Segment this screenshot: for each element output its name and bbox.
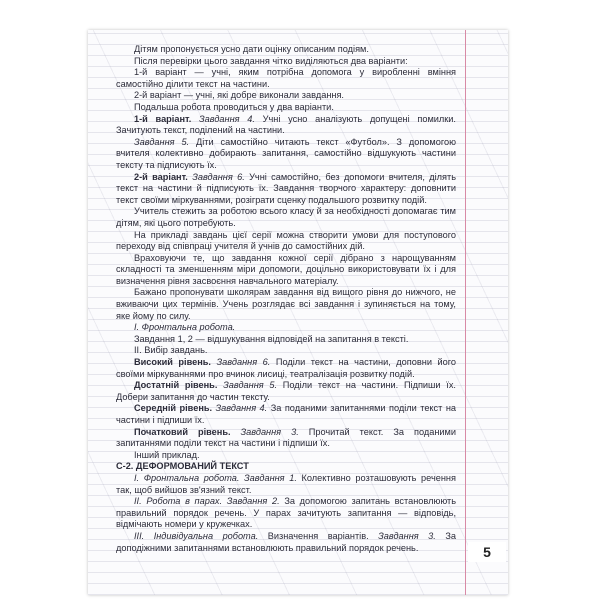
- section-heading: С-2. ДЕФОРМОВАНИЙ ТЕКСТ: [116, 461, 249, 472]
- paragraph: [116, 427, 456, 450]
- task-label: ІІ. Робота в парах. Завдання 2.: [134, 496, 280, 507]
- paragraph-text: Прочитай текст. За поданими запитаннями поділи текст на частини і підпиши їх.: [116, 426, 456, 449]
- paragraph: [116, 403, 456, 426]
- paragraph: Після перевірки цього завдання чітко виділяються два варіанти:: [134, 55, 408, 66]
- page-text: [116, 44, 456, 554]
- paragraph: [116, 172, 456, 207]
- paragraph: [116, 380, 456, 403]
- task-label: Завдання 6.: [216, 357, 271, 368]
- paragraph-text: Колективно розташовують речення так, щоб вийшов зв'язний текст.: [116, 472, 456, 495]
- page-number: 5: [468, 542, 506, 562]
- paragraph-text: За поданими запитаннями поділи текст на частини і підпиши їх.: [116, 403, 457, 425]
- task-label: Завдання 4.: [215, 403, 268, 414]
- level-label: Середній рівень.: [134, 403, 213, 414]
- paragraph-text: Визначення варіантів.: [267, 530, 369, 541]
- paragraph: Враховуючи те, що завдання кожної серії дібрано з нарощуванням складності та зменшенням міри допомоги, доцільно використовувати їх і для визначення рівня засвоєння навчального матеріалу.: [116, 252, 456, 286]
- paragraph: 1-й варіант — учні, яким потрібна допомога у виробленні вміння самостійно ділити текст на частини.: [116, 67, 456, 89]
- task-label: Завдання 4.: [198, 113, 255, 124]
- section-label: ІІ. Вибір завдань.: [134, 345, 208, 356]
- workbook-page: [88, 30, 508, 595]
- task-label: Завдання 3.: [378, 530, 436, 541]
- task-label: І. Фронтальна робота. Завдання 1.: [134, 472, 297, 483]
- paragraph: Бажано пропонувати школярам завдання від вищого рівня до нижчого, не вживаючи цих термінів. Учень розглядає всі завдання і зупиняється на тому, яке йому по силу.: [116, 287, 456, 321]
- paragraph: [116, 114, 456, 137]
- paragraph: На прикладі завдань цієї серії можна створити умови для поступового переходу від співпраці учителя й учнів до самостійних дій.: [116, 229, 456, 252]
- task-label: ІІІ. Індивідуальна робота.: [134, 530, 259, 541]
- paragraph: Завдання 1, 2 — відшукування відповідей на запитання в тексті.: [134, 333, 409, 344]
- paragraph: Учитель стежить за роботою всього класу й за необхідності допомагає тим дітям, які цього потребують.: [116, 206, 456, 228]
- paragraph: 2-й варіант — учні, які добре виконали завдання.: [134, 90, 344, 101]
- variant-label: 2-й варіант.: [134, 171, 188, 182]
- paragraph-text: Діти самостійно читають текст «Футбол». З допомогою вчителя колективно добирають запитання, самостійно відшукують частини тексту та підписують їх.: [116, 136, 456, 170]
- section-label: І. Фронтальна робота.: [134, 322, 236, 333]
- paragraph-text: Поділи текст на частини, доповни його своїми міркуваннями про вчинок лисиці, театралізація розвитку подій.: [116, 357, 456, 379]
- paragraph: Дітям пропонується усно дати оцінку описаним подіям.: [134, 44, 369, 54]
- level-label: Достатній рівень.: [134, 380, 218, 391]
- paragraph: [116, 473, 456, 496]
- paragraph: [116, 357, 456, 380]
- paragraph: Подальша робота проводиться у два варіанти.: [134, 101, 334, 112]
- task-label: Завдання 6.: [192, 171, 245, 182]
- paragraph: [116, 137, 456, 172]
- level-label: Високий рівень.: [134, 357, 211, 368]
- paragraph-text: Учні усно аналізують допущені помилки. Зачитують текст, поділений на частини.: [116, 113, 456, 136]
- paragraph-text: Поділи текст на частини. Підпиши їх. Добери запитання до частин тексту.: [116, 380, 456, 402]
- paragraph: [116, 531, 456, 554]
- level-label: Початковий рівень.: [134, 426, 231, 437]
- variant-label: 1-й варіант.: [134, 113, 192, 124]
- margin-line: [465, 30, 466, 595]
- paragraph: [116, 496, 456, 531]
- task-label: Завдання 3.: [240, 426, 299, 437]
- task-label: Завдання 5.: [223, 380, 278, 391]
- paragraph-text: За допомогою запитань встановлюють правильний порядок речень. У парах зачитують запитання — відповідь, відмічають номери у кружечках.: [116, 496, 457, 530]
- paragraph-text: За доподіжними запитаннями встановлюють правильний порядок речень.: [116, 530, 456, 553]
- paragraph-text: Учні самостійно, без допомоги вчителя, ділять текст на частини й підписують їх. Завдання творчого характеру: доповнити текст своїми міркуваннями, розіграти сценку подальшого розвитку подій.: [116, 171, 456, 205]
- task-label: Завдання 5.: [134, 136, 190, 147]
- paragraph: Інший приклад.: [134, 449, 200, 460]
